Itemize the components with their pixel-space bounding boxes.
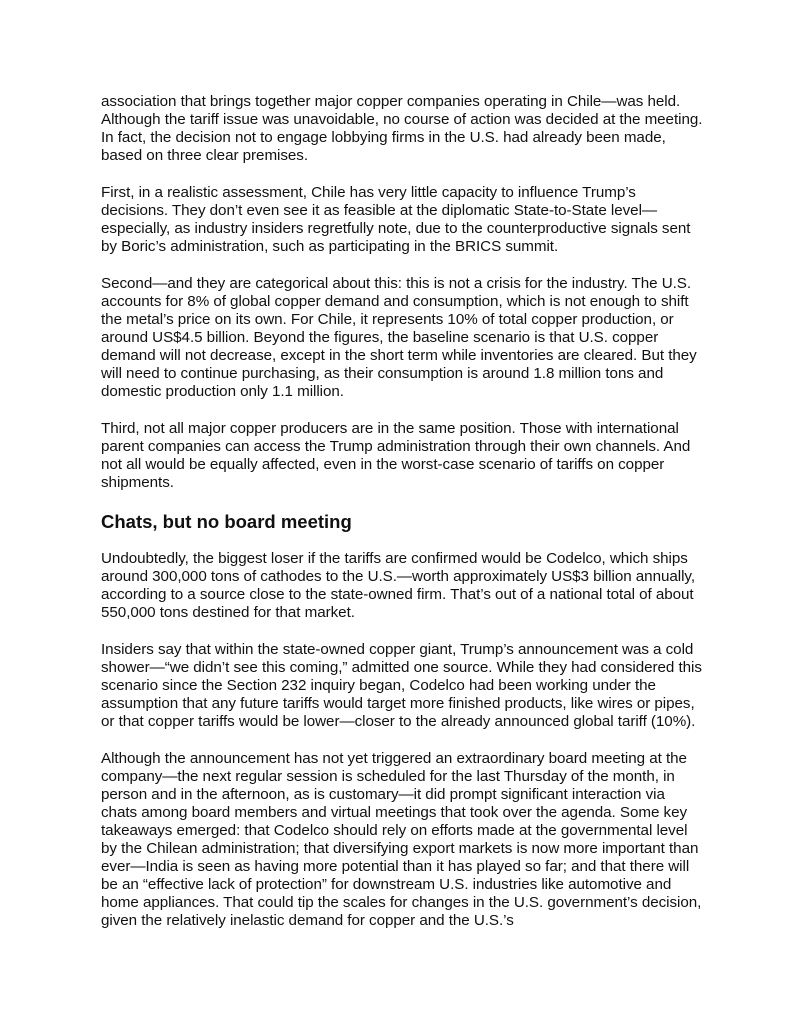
paragraph-association-meeting: association that brings together major copper companies operating in Chile—was held. Although the tariff issue was unavoidable, no course of action was decided at the meeting. In fact, the decision not to engage lobbying firms in the U.S. had already been made, based on three clear premises. (101, 93, 703, 164)
paragraph-second-premise: Second—and they are categorical about this: this is not a crisis for the industry. The U.S. accounts for 8% of global copper demand and consumption, which is not enough to shift the metal’s price on its own. For Chile, it represents 10% of total copper production, or around US$4.5 billion. Beyond the figures, the baseline scenario is that U.S. copper demand will not decrease, except in the short term while inventories are cleared. But they will need to continue purchasing, as their consumption is around 1.8 million tons and domestic production only 1.1 million. (101, 275, 697, 400)
section-heading: Chats, but no board meeting (101, 511, 352, 532)
paragraph-board-chats: Although the announcement has not yet triggered an extraordinary board meeting at the company—the next regular session is scheduled for the last Thursday of the month, in person and in the afternoon, as is customary—it did prompt significant interaction via chats among board members and virtual meetings that took over the agenda. Some key takeaways emerged: that Codelco should rely on efforts made at the governmental level by the Chilean administration; that diversifying export markets is now more important than ever—India is seen as having more potential than it has played so far; and that there will be an “effective lack of protection” for downstream U.S. industries like automotive and home appliances. That could tip the scales for changes in the U.S. government’s decision, given the relatively inelastic demand for copper and the U.S.’s (101, 750, 702, 929)
paragraph-first-premise: First, in a realistic assessment, Chile has very little capacity to influence Trump’s decisions. They don’t even see it as feasible at the diplomatic State-to-State level—especially, as industry insiders regretfully note, due to the counterproductive signals sent by Boric’s administration, such as participating in the BRICS summit. (101, 184, 691, 255)
document-page (101, 93, 705, 949)
paragraph-codelco-exposure: Undoubtedly, the biggest loser if the tariffs are confirmed would be Codelco, which ships around 300,000 tons of cathodes to the U.S.—worth approximately US$3 billion annually, according to a source close to the state-owned firm. That’s out of a national total of about 550,000 tons destined for that market. (101, 550, 695, 621)
paragraph-cold-shower: Insiders say that within the state-owned copper giant, Trump’s announcement was a cold shower—“we didn’t see this coming,” admitted one source. While they had considered this scenario since the Section 232 inquiry began, Codelco had been working under the assumption that any future tariffs would target more finished products, like wires or pipes, or that copper tariffs would be lower—closer to the already announced global tariff (10%). (101, 641, 702, 730)
paragraph-third-premise: Third, not all major copper producers are in the same position. Those with international parent companies can access the Trump administration through their own channels. And not all would be equally affected, even in the worst-case scenario of tariffs on copper shipments. (101, 420, 691, 491)
